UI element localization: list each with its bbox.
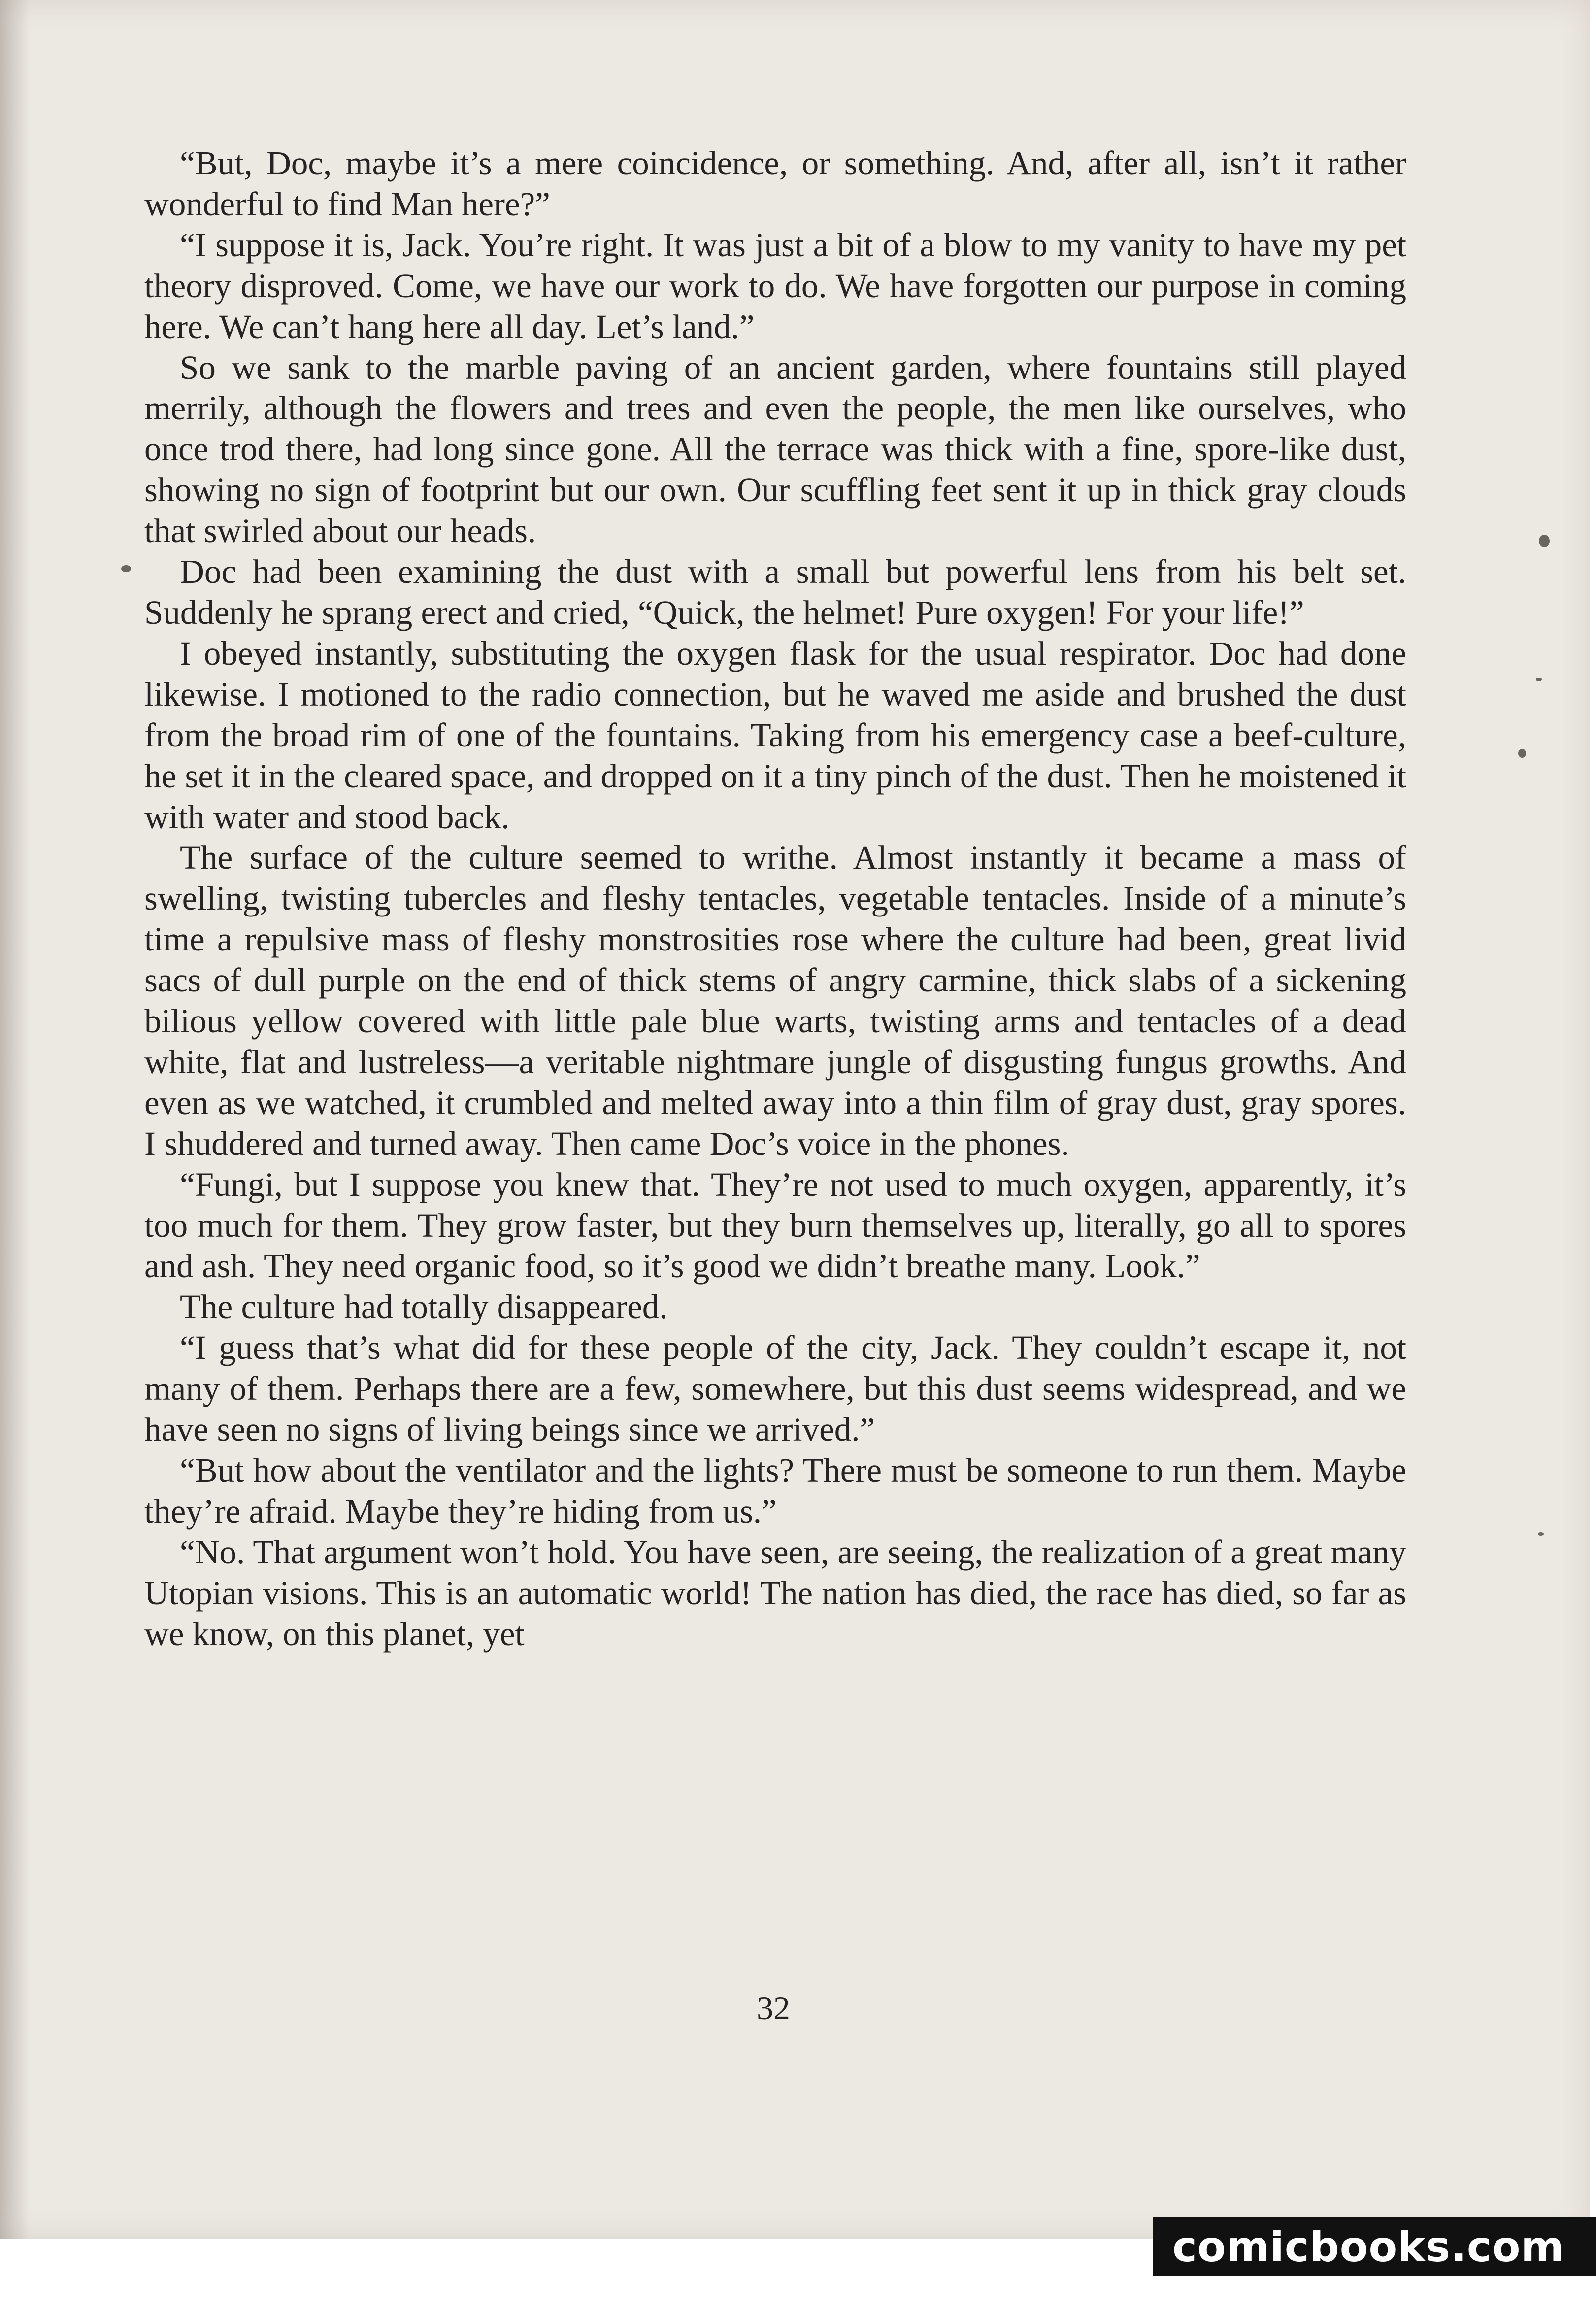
paragraph: “No. That argument won’t hold. You have seen, are seeing, the realization of a great many Utopian visions. This is an automatic world! The nation has died, the race has died, so far as we know, on this planet, yet	[144, 1533, 1406, 1653]
paragraph: The culture had totally disappeared.	[180, 1288, 668, 1326]
margin-speck	[1539, 535, 1550, 547]
paragraph: “But, Doc, maybe it’s a mere coincidence, or something. And, after all, isn’t it rather wonderful to find Man here?”	[144, 144, 1406, 223]
paragraph: “But how about the ventilator and the lights? There must be someone to run them. Maybe they’re afraid. Maybe they’re hiding from us.”	[144, 1452, 1406, 1530]
paragraph: “I suppose it is, Jack. You’re right. It was just a bit of a blow to my vanity to have my pet theory disproved. Come, we have our work to do. We have forgotten our purpose in coming here. We can’t hang here all day. Let’s land.”	[144, 226, 1406, 345]
margin-speck	[1518, 749, 1526, 758]
margin-speck	[121, 565, 131, 572]
margin-speck	[1538, 1532, 1544, 1536]
paragraph: “I guess that’s what did for these people of the city, Jack. They couldn’t escape it, not many of them. Perhaps there are a few, somewhere, but this dust seems widespread, and we have seen no signs of living beings since we arrived.”	[144, 1329, 1406, 1449]
margin-speck	[1536, 678, 1542, 681]
paragraph: I obeyed instantly, substituting the oxygen flask for the usual respirator. Doc had done likewise. I motioned to the radio connection, but he waved me aside and brushed the dust from the broad rim of one of the fountains. Taking from his emergency case a beef-culture, he set it in the cleared space, and dropped on it a tiny pinch of the dust. Then he moistened it with water and stood back.	[144, 634, 1406, 836]
paragraph: So we sank to the marble paving of an ancient garden, where fountains still played merrily, although the flowers and trees and even the people, the men like ourselves, who once trod there, had long since gone. All the terrace was thick with a fine, spore-like dust, showing no sign of footprint but our own. Our scuffling feet sent it up in thick gray clouds that swirled about our heads.	[144, 348, 1406, 550]
paragraph: Doc had been examining the dust with a small but powerful lens from his belt set. Suddenly he sprang erect and cried, “Quick, the helmet! Pure oxygen! For your life!”	[144, 553, 1406, 631]
body-text	[144, 143, 1406, 1655]
paragraph: The surface of the culture seemed to writhe. Almost instantly it became a mass of swelling, twisting tubercles and fleshy tentacles, vegetable tentacles. Inside of a minute’s time a repulsive mass of fleshy monstrosities rose where the culture had been, great livid sacs of dull purple on the end of thick stems of angry carmine, thick slabs of a sickening bilious yellow covered with little pale blue warts, twisting arms and tentacles of a dead white, flat and lustreless—a veritable nightmare jungle of disgusting fungus growths. And even as we watched, it crumbled and melted away into a thin film of gray dust, gray spores. I shuddered and turned away. Then came Doc’s voice in the phones.	[144, 839, 1406, 1162]
binding-shadow	[0, 0, 30, 2239]
paragraph: “Fungi, but I suppose you knew that. They’re not used to much oxygen, apparently, it’s too much for them. They grow faster, but they burn themselves up, literally, go all to spores and ash. They need organic food, so it’s good we didn’t breathe many. Look.”	[144, 1165, 1406, 1285]
page-number: 32	[757, 1989, 790, 2027]
watermark-logo: comicbooks.com	[1172, 2223, 1564, 2271]
